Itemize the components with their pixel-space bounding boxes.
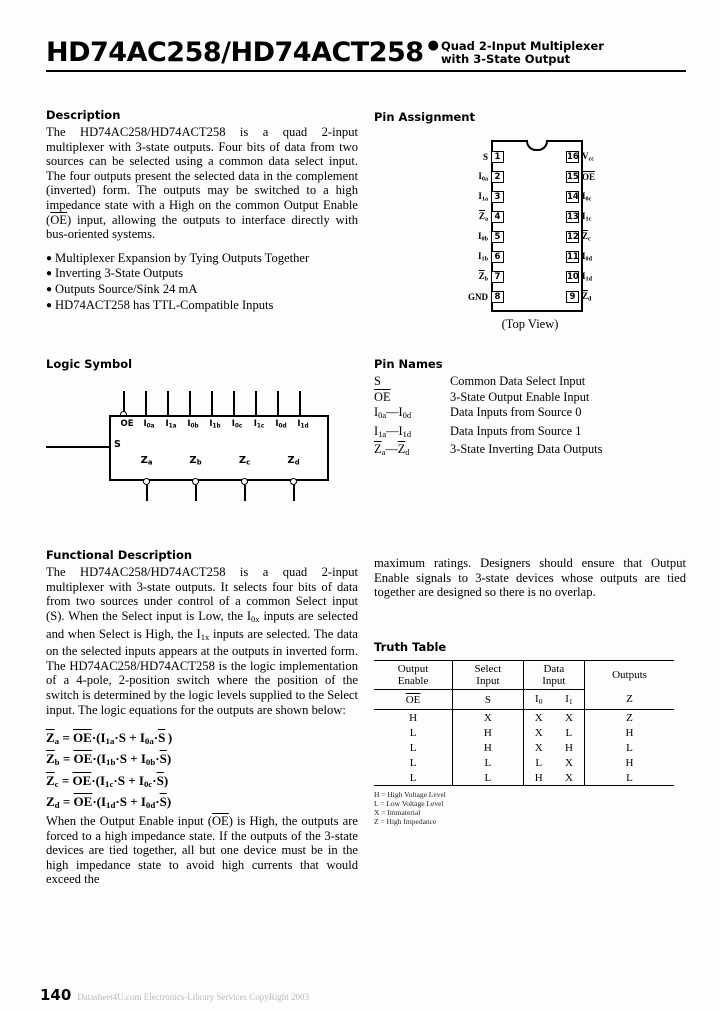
input-stem-i0b [189,391,191,415]
input-stem-i1b [211,391,213,415]
pin-2 [426,170,504,183]
feature-item: ● Outputs Source/Sink 24 mA [46,281,198,296]
functional-description-paragraph-2: When the Output Enable input $(\overline{OE})$ is High, the outputs are forced to a high impedance state. If the outputs of the 3-state devices are tied together, all but one device must be in the high impedance state to avoid high currents that would exceed the [46,814,358,887]
pin-1 [426,150,504,163]
cell-z: L [585,770,674,786]
pin-10 [566,270,656,283]
pin-16-label: $V_{cc}$ [582,150,594,163]
cell-z: L [585,740,674,755]
cell-i1: H [564,741,573,754]
cell-i1: X [564,756,573,769]
pin-3-number: 3 [491,191,504,203]
truth-table-row [374,740,674,755]
pin-6 [426,250,504,263]
footer-watermark: Datasheet4U.com Electronics-Library Services CopyRight 2003 [77,992,310,1002]
pin-15 [566,170,656,183]
equation-za: $\overline{Z}_a = \overline{OE}\cdot(I_{1a}\cdot S + I_{0a}\cdot\overline{S}$ ) [46,730,173,747]
zb-inversion-bubble-icon [192,478,199,485]
input-stem-i1d [299,391,301,415]
bullet-icon: ● [427,38,439,53]
pin-9 [566,290,656,303]
pin-name-key: $I_{1a}—I_{1d}$ [374,423,412,439]
pin-7-label: $\overline{Z}_b$ [478,270,488,283]
za-inversion-bubble-icon [143,478,150,485]
logic-input-i0a: $I_{0a}$ [143,419,155,430]
sub-header-oe: $\overline{OE}$ [374,690,453,710]
subtitle-line-1: Quad 2-Input Multiplexer [440,39,604,53]
truth-table-heading: Truth Table [374,640,447,654]
sub-header-i1: $I_1$ [554,690,585,710]
truth-table-row [374,755,674,770]
functional-description-heading: Functional Description [46,548,193,562]
zc-inversion-bubble-icon [241,478,248,485]
cell-i1: L [565,726,573,739]
group-header-outputs: Outputs [585,661,674,690]
top-view-label: (Top View) [501,317,559,331]
cell-s: H [453,725,524,740]
logic-input-i1d: $I_{1d}$ [297,419,309,430]
page-footer [40,986,680,1004]
pin-name-desc: Data Inputs from Source 1 [450,423,582,438]
logic-input-i1b: $I_{1b}$ [209,419,221,430]
description-section [46,108,358,313]
subtitle-line-2: with 3-State Output [440,52,571,66]
cell-z: H [585,755,674,770]
pin-12-label: $\overline{Z}_c$ [582,230,591,243]
pin-name-desc: 3-State Output Enable Input [450,389,590,404]
pin-8 [426,290,504,303]
group-header-select-input: Select Input [453,661,524,690]
logic-output-zc: $Z_c$ [238,455,251,467]
pin-9-number: 9 [566,291,579,303]
cell-i0: H [523,770,554,786]
cell-s: L [453,770,524,786]
header-divider [46,70,686,72]
logic-select-label: S [114,439,121,450]
pin-assignment-heading: Pin Assignment [374,110,475,124]
pin-13-label: $I_{1c}$ [582,210,592,223]
output-stem-zd [293,485,295,501]
pin-name-desc: Common Data Select Input [450,374,586,388]
input-stem-i1a [167,391,169,415]
pin-4-number: 4 [491,211,504,223]
zd-inversion-bubble-icon [290,478,297,485]
pin-15-number: 15 [567,171,579,182]
pin-16 [566,150,656,163]
logic-input-i1c: $I_{1c}$ [253,419,265,430]
pin-2-label: $I_{0a}$ [478,170,488,183]
logic-output-zb: $Z_b$ [189,455,202,467]
cell-oe: L [374,740,453,755]
input-stem-i0d [277,391,279,415]
feature-item: ● Inverting 3-State Outputs [46,266,184,281]
pin-name-row [374,442,686,461]
input-stem-oe [123,391,125,413]
output-stem-za [146,485,148,501]
sub-header-i0: $I_0$ [523,690,554,710]
equation-zd: $Z_d = \overline{OE}\cdot(I_{1d}\cdot S + I_{0d}\cdot\overline{S})$ [46,793,172,811]
page-header [46,38,686,72]
chip-diagram [374,138,686,313]
cell-oe: H [374,710,453,726]
pin-8-label: GND [468,291,488,302]
logic-symbol-diagram [46,379,366,504]
truth-table-row [374,725,674,740]
input-stem-i1c [255,391,257,415]
logic-input-labels [116,419,322,429]
truth-table-section [374,640,686,826]
pin-name-key: $\overline{Z}_a—\overline{Z}_d$ [374,442,410,458]
cell-s: H [453,740,524,755]
truth-table-row [374,770,674,786]
pin-name-row [374,374,686,390]
cell-i0: L [535,756,543,769]
description-heading: Description [46,108,121,122]
pin-name-row [374,424,686,443]
cell-i1: X [554,770,585,786]
truth-table-sub-header-row [374,690,674,710]
pin-16-number: 16 [567,151,579,162]
logic-input-i0d: $I_{0d}$ [275,419,287,430]
group-header-output-enable: Output Enable [374,661,453,690]
logic-input-oe: OE [120,419,134,429]
logic-input-i0b: $I_{0b}$ [187,419,199,430]
cell-z: H [585,725,674,740]
logic-output-zd: $Z_d$ [287,455,300,467]
pin-5 [426,230,504,243]
pin-name-key: S [374,374,381,388]
pin-11 [566,250,656,263]
output-stem-zc [244,485,246,501]
legend-item-h: H = High Voltage Level [374,790,446,799]
cell-i1: X [564,711,573,724]
input-stem-i0a [145,391,147,415]
pin-7 [426,270,504,283]
output-stem-zb [195,485,197,501]
pin-4 [426,210,504,223]
pin-6-number: 6 [491,251,504,263]
description-paragraph: The HD74AC258/HD74ACT258 is a quad 2-input multiplexer with 3-state outputs. Four bits of data from two sources can be selected using a common data select input. The four outputs present the selected data in the complement (inverted) form. The outputs may be switched to a high impedance state with a High on the common Output Enable $(\overline{OE})$ input, allowing the outputs to interface directly with bus-oriented systems. [46,125,358,242]
cell-oe: L [374,755,453,770]
cell-i0: X [534,711,543,724]
pin-12 [566,230,656,243]
chip-notch-icon [526,140,548,151]
pin-4-label: $\overline{Z}_a$ [478,210,488,223]
cell-oe: L [374,725,453,740]
pin-8-number: 8 [491,291,504,303]
pin-names-section [374,357,686,461]
group-header-data-input: Data Input [523,661,584,690]
logic-equations [46,729,358,814]
pin-5-label: $I_{0b}$ [478,230,488,243]
functional-description-section [46,548,358,887]
pin-7-number: 7 [491,271,504,283]
input-stem-i0c [233,391,235,415]
sub-header-s: S [453,690,524,710]
legend-item-z: Z = High Impedance [374,817,437,826]
functional-description-continuation [374,556,686,600]
pin-assignment-section [374,110,686,332]
pin-12-number: 12 [567,231,579,242]
logic-output-labels [122,455,318,467]
page-title: HD74AC258/HD74ACT258 [46,37,424,68]
feature-item: ● Multiplexer Expansion by Tying Outputs Together [46,250,310,265]
pin-6-label: $I_{1b}$ [478,250,488,263]
logic-output-za: $Z_a$ [140,455,153,467]
legend-item-x: X = Immaterial [374,808,421,817]
cell-oe: L [374,770,453,786]
pin-1-label: S [482,151,488,162]
cell-s: L [453,755,524,770]
pin-11-number: 11 [567,251,579,262]
pin-names-heading: Pin Names [374,357,443,371]
cell-i0: X [534,726,543,739]
pin-15-label: $\overline{OE}$ [582,171,596,182]
pin-name-key: $\overline{OE}$ [374,389,391,404]
truth-table-group-header-row [374,661,674,690]
logic-input-i0c: $I_{0c}$ [231,419,243,430]
functional-description-paragraph: The HD74AC258/HD74ACT258 is a quad 2-input multiplexer with 3-state outputs. It selects four bits of data from two sources under control of a common Select input (S). When the Select input is Low, the $I_{0x}$ inputs are selected and when Select is High, the $I_{1x}$ inputs are selected. The data on the selected inputs appears at the outputs in inverted form. The HD74AC258/HD74ACT258 is the logic implementation of a 4-pole, 2-position switch where the position of the switch is determined by the logic levels supplied to the Select input. The logic equations for the outputs are shown below: [46,565,358,717]
select-input-line [46,446,110,448]
pin-2-number: 2 [491,171,504,183]
pin-3 [426,190,504,203]
page-number: 140 [40,986,72,1004]
equation-zc: $\overline{Z}_c = \overline{OE}\cdot(I_{1c}\cdot S + I_{0c}\cdot\overline{S})$ [46,772,169,789]
truth-table-legend [374,790,686,826]
equation-zb: $\overline{Z}_b = \overline{OE}\cdot(I_{1b}\cdot S + I_{0b}\cdot\overline{S})$ [46,751,172,768]
feature-list [46,251,358,313]
pin-13 [566,210,656,223]
cell-s: X [453,710,524,726]
truth-table-row [374,710,674,726]
sub-header-z: Z [585,690,674,710]
pin-10-number: 10 [567,271,579,282]
logic-symbol-section [46,357,366,504]
legend-item-l: L = Low Voltage Level [374,799,444,808]
pin-name-row [374,390,686,406]
functional-description-paragraph-3: maximum ratings. Designers should ensure that Output Enable signals to 3-state devices whose outputs are tied together are designed so there is no overlap. [374,556,686,600]
pin-name-row [374,405,686,424]
pin-name-desc: Data Inputs from Source 0 [450,405,582,419]
chip-body [491,140,583,312]
pin-11-label: $I_{0d}$ [582,250,592,263]
pin-13-number: 13 [567,211,579,222]
pin-9-label: $\overline{Z}_d$ [582,290,592,303]
cell-z: Z [585,710,674,726]
logic-input-i1a: $I_{1a}$ [165,419,177,430]
truth-table [374,660,674,786]
pin-name-desc: 3-State Inverting Data Outputs [450,442,603,457]
pin-14 [566,190,656,203]
pin-1-number: 1 [491,151,504,163]
pin-name-key: $I_{0a}—I_{0d}$ [374,405,412,421]
cell-i0: X [534,741,543,754]
pin-3-label: $I_{1a}$ [478,190,488,203]
pin-14-number: 14 [567,191,579,202]
pin-10-label: $I_{1d}$ [582,270,592,283]
feature-item: ● HD74ACT258 has TTL-Compatible Inputs [46,297,274,312]
logic-symbol-heading: Logic Symbol [46,357,133,371]
pin-14-label: $I_{0c}$ [582,190,592,203]
pin-5-number: 5 [491,231,504,243]
